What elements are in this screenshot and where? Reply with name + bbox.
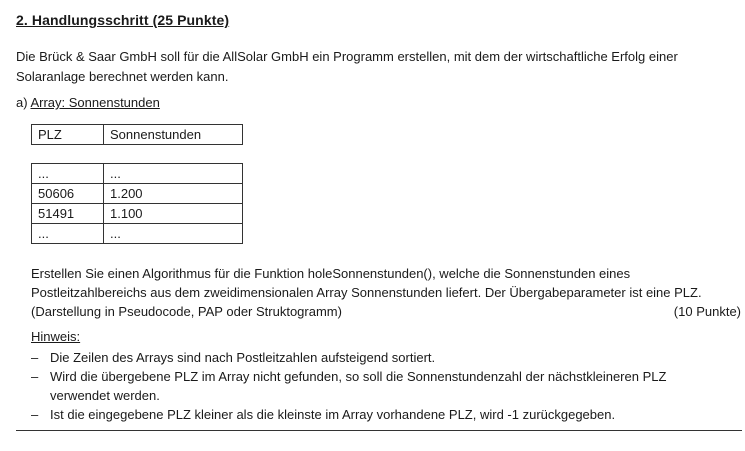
- cell-hours: 1.200: [104, 184, 243, 204]
- array-header-table: [31, 124, 243, 145]
- cell-plz: 50606: [32, 184, 104, 204]
- cell-plz: ...: [32, 224, 104, 244]
- subtask-a-title: [16, 95, 160, 110]
- header-cell-plz: PLZ: [32, 125, 104, 145]
- cell-hours: 1.100: [104, 204, 243, 224]
- header-cell-sonnenstunden: Sonnenstunden: [104, 125, 243, 145]
- bottom-divider: [16, 430, 742, 431]
- cell-plz: 51491: [32, 204, 104, 224]
- dash-bullet: –: [31, 407, 39, 422]
- table-header-row: [32, 125, 243, 145]
- hint-text: Die Zeilen des Arrays sind nach Postleitzahlen aufsteigend sortiert.: [50, 350, 436, 365]
- table-row: [32, 164, 243, 184]
- hint-text: Wird die übergebene PLZ im Array nicht gefunden, so soll die Sonnenstundenzahl der nächstkleineren PLZ verwendet werden.: [50, 369, 667, 403]
- list-item: [31, 405, 721, 424]
- list-item: [31, 348, 721, 367]
- subtask-title: Array: Sonnenstunden: [30, 95, 160, 110]
- table-row: [32, 184, 243, 204]
- cell-plz: ...: [32, 164, 104, 184]
- intro-paragraph: Die Brück & Saar GmbH soll für die AllSolar GmbH ein Programm erstellen, mit dem der wirtschaftliche Erfolg einer Solaranlage berechnet werden kann.: [16, 49, 678, 84]
- task-description: Erstellen Sie einen Algorithmus für die Funktion holeSonnenstunden(), welche die Sonnenstunden eines Postleitzahlbereichs aus dem zweidimensionalen Array Sonnenstunden liefert. Der Übergabeparameter ist eine PLZ.: [31, 266, 702, 300]
- table-row: [32, 204, 243, 224]
- hint-text: Ist die eingegebene PLZ kleiner als die kleinste im Array vorhandene PLZ, wird -1 zurückgegeben.: [50, 407, 616, 422]
- array-data-table: [31, 163, 243, 244]
- task-representation-line: [31, 302, 741, 321]
- table-row: [32, 224, 243, 244]
- list-item: [31, 367, 721, 405]
- dash-bullet: –: [31, 350, 39, 365]
- cell-hours: ...: [104, 224, 243, 244]
- points-label: (10 Punkte): [673, 304, 741, 319]
- hint-title: Hinweis:: [31, 329, 81, 344]
- cell-hours: ...: [104, 164, 243, 184]
- subtask-marker: a): [16, 95, 28, 110]
- task-heading: 2. Handlungsschritt (25 Punkte): [16, 12, 230, 28]
- hint-list: [31, 348, 721, 424]
- representation-note: (Darstellung in Pseudocode, PAP oder Struktogramm): [31, 304, 342, 319]
- dash-bullet: –: [31, 369, 39, 384]
